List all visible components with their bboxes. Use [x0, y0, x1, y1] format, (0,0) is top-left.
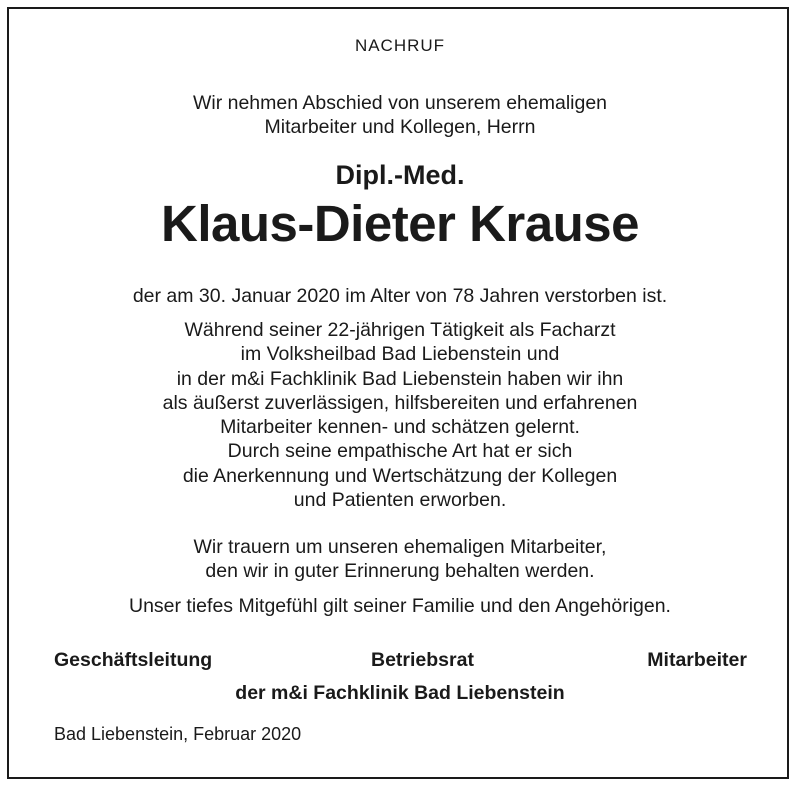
mourning-line: Wir trauern um unseren ehemaligen Mitarbeiter, [193, 536, 607, 558]
academic-title: Dipl.-Med. [335, 160, 465, 190]
signatory-management: Geschäftsleitung [54, 649, 213, 671]
career-line: die Anerkennung und Wertschätzung der Kollegen [182, 464, 618, 487]
career-line: und Patienten erworben. [293, 489, 507, 512]
signatory-staff: Mitarbeiter [647, 649, 747, 671]
sympathy-text: Unser tiefes Mitgefühl gilt seiner Familie und den Angehörigen. [129, 595, 671, 617]
intro-line: Mitarbeiter und Kollegen, Herrn [264, 116, 536, 138]
notice-heading: NACHRUF [354, 36, 446, 55]
signatory-works-council: Betriebsrat [371, 649, 474, 671]
career-line: Mitarbeiter kennen- und schätzen gelernt. [220, 416, 580, 439]
mourning-line: den wir in guter Erinnerung behalten werden. [205, 560, 595, 582]
career-line: Während seiner 22-jährigen Tätigkeit als Facharzt [184, 319, 616, 341]
intro-line: Wir nehmen Abschied von unserem ehemaligen [192, 92, 608, 114]
intro-text [0, 91, 800, 139]
career-line: als äußerst zuverlässigen, hilfsbereiten und erfahrenen [162, 391, 638, 414]
deceased-name: Klaus-Dieter Krause [160, 195, 639, 252]
mourning-text [0, 535, 800, 583]
death-statement: der am 30. Januar 2020 im Alter von 78 Jahren verstorben ist. [132, 285, 668, 307]
career-line: im Volksheilbad Bad Liebenstein und [240, 343, 560, 366]
signatory-organization: der m&i Fachklinik Bad Liebenstein [235, 682, 565, 704]
career-line: Durch seine empathische Art hat er sich [227, 440, 573, 463]
place-date: Bad Liebenstein, Februar 2020 [54, 724, 302, 744]
career-line: in der m&i Fachklinik Bad Liebenstein haben wir ihn [176, 367, 624, 390]
career-text [0, 318, 800, 512]
